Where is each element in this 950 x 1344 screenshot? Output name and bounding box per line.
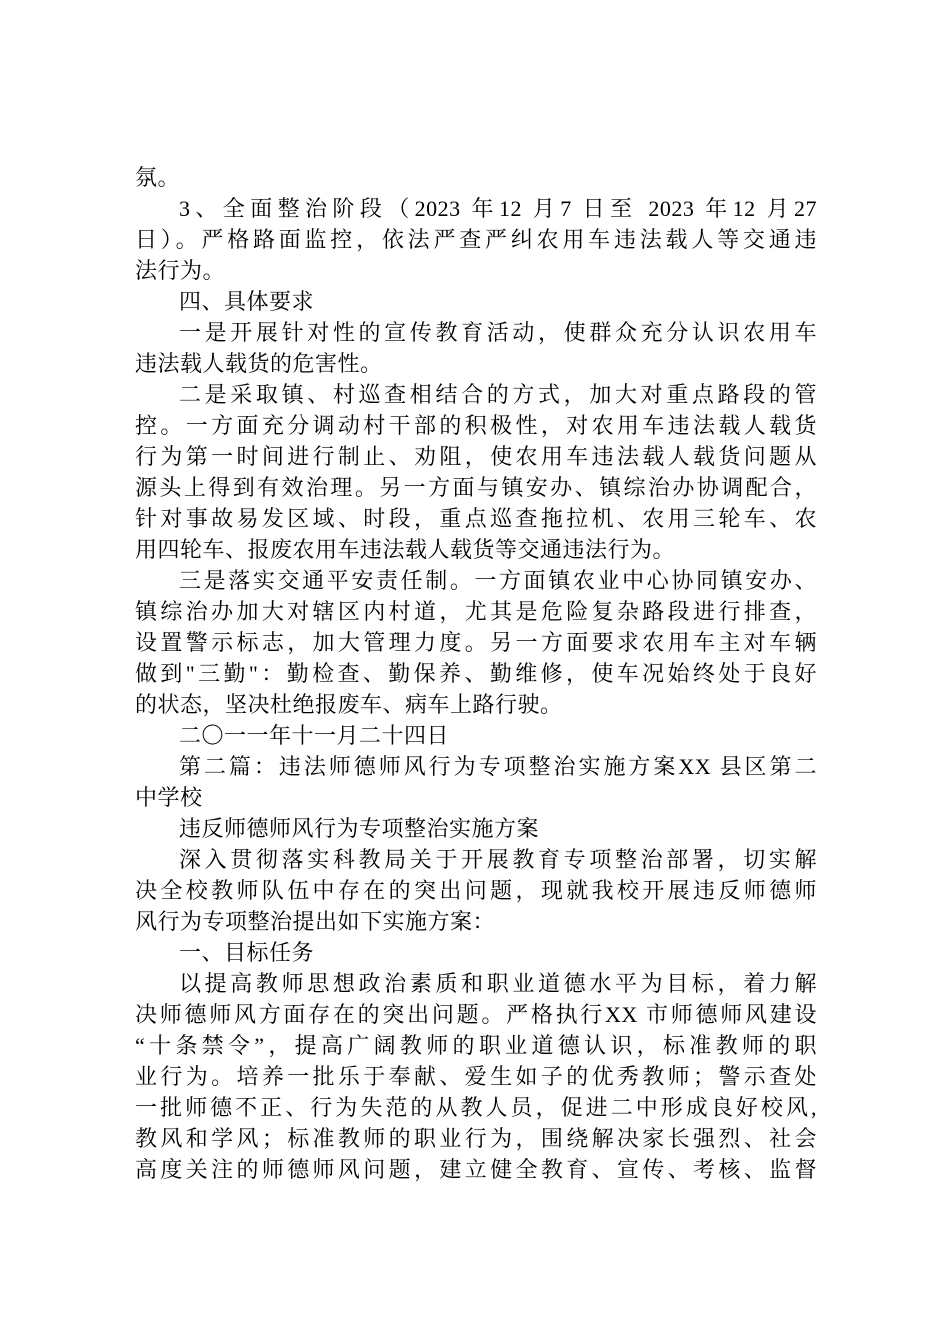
document-line: 业行为。培养一批乐于奉献、爱生如子的优秀教师；警示查处: [135, 1064, 817, 1089]
document-line: 行为第一时间进行制止、劝阻，使农用车违法载人载货问题从: [135, 444, 817, 469]
document-line: 日）。严格路面监控，依法严查严纠农用车违法载人等交通违: [135, 227, 817, 252]
document-line: 3、全面整治阶段（2023 年12 月7 日至 2023 年12 月27: [179, 196, 817, 221]
document-line: 教风和学风；标准教师的职业行为，围绕解决家长强烈、社会: [135, 1126, 817, 1151]
document-body: [135, 162, 817, 1185]
document-line: 用四轮车、报废农用车违法载人载货等交通违法行为。: [135, 537, 676, 562]
document-line: 一、目标任务: [179, 940, 315, 965]
document-line: 决全校教师队伍中存在的突出问题，现就我校开展违反师德师: [135, 878, 817, 903]
document-line: 深入贯彻落实科教局关于开展教育专项整治部署，切实解: [179, 847, 817, 872]
document-line: 决师德师风方面存在的突出问题。严格执行XX 市师德师风建设: [135, 1002, 817, 1027]
document-line: 法行为。: [135, 258, 226, 283]
document-line: 违法载人载货的危害性。: [135, 351, 383, 376]
document-line: 违反师德师风行为专项整治实施方案: [179, 816, 540, 841]
document-line: 一批师德不正、行为失范的从教人员，促进二中形成良好校风,: [135, 1095, 817, 1120]
document-line: 风行为专项整治提出如下实施方案：: [135, 909, 496, 934]
document-line: 针对事故易发区域、时段，重点巡查拖拉机、农用三轮车、农: [135, 506, 817, 531]
document-line: 一是开展针对性的宣传教育活动，使群众充分认识农用车: [179, 320, 817, 345]
document-line: 的状态，坚决杜绝报废车、病车上路行驶。: [135, 692, 563, 717]
document-line: 氛。: [135, 165, 181, 190]
document-line: 第二篇：违法师德师风行为专项整治实施方案XX 县区第二: [179, 754, 817, 779]
document-line: 源头上得到有效治理。另一方面与镇安办、镇综治办协调配合，: [135, 475, 817, 500]
document-line: 四、具体要求: [179, 289, 315, 314]
document-line: 三是落实交通平安责任制。一方面镇农业中心协同镇安办、: [179, 568, 817, 593]
document-line: 高度关注的师德师风问题，建立健全教育、宣传、考核、监督: [135, 1157, 817, 1182]
document-line: 镇综治办加大对辖区内村道，尤其是危险复杂路段进行排查，: [135, 599, 817, 624]
document-line: 设置警示标志，加大管理力度。另一方面要求农用车主对车辆: [135, 630, 817, 655]
document-line: 二〇一一年十一月二十四日: [179, 723, 450, 748]
document-line: 中学校: [135, 785, 203, 810]
document-line: 做到"三勤"：勤检查、勤保养、勤维修，使车况始终处于良好: [135, 661, 817, 686]
document-line: 以提高教师思想政治素质和职业道德水平为目标，着力解: [179, 971, 817, 996]
document-line: “十条禁令”，提高广阔教师的职业道德认识，标准教师的职: [135, 1033, 817, 1058]
document-line: 二是采取镇、村巡查相结合的方式，加大对重点路段的管: [179, 382, 817, 407]
document-line: 控。一方面充分调动村干部的积极性，对农用车违法载人载货: [135, 413, 817, 438]
